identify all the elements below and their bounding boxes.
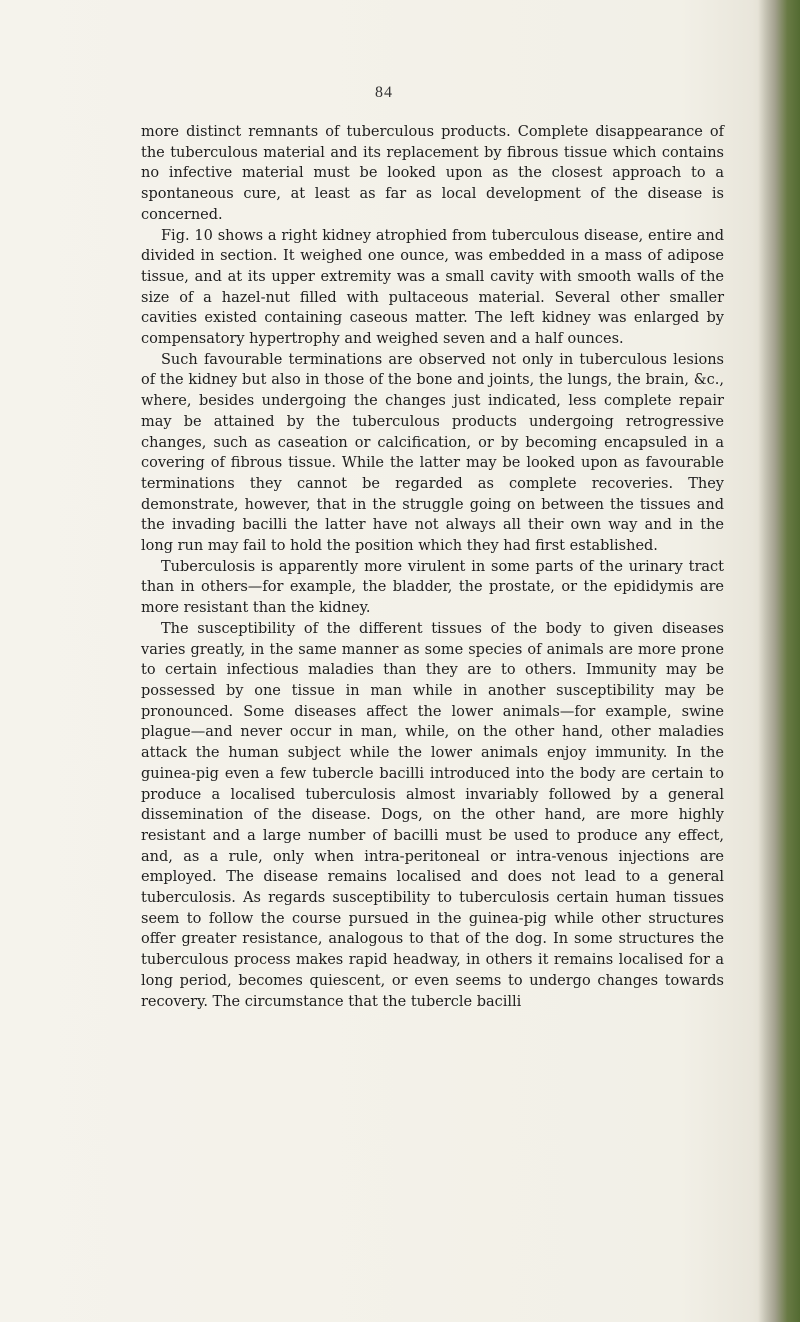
paragraph-susceptibility: The susceptibility of the different tissues of the body to given diseases varies greatly, in the same manner as some species of animals are more prone to certain infectious maladies than they are to others. Immunity may be possessed by one tissue in man while in another susceptibility may be pronounced. Some diseases affect the lower animals—for example, swine plague—and never occur in man, while, on the other hand, other maladies attack the human subject while the lower animals enjoy immunity. In the guinea-pig even a few tubercle bacilli introduced into the body are certain to produce a localised tuberculosis almost invariably followed by a general dissemination of the disease. Dogs, on the other hand, are more highly resistant and a large number of bacilli must be used to produce any effect, and, as a rule, only when intra-peritoneal or intra-venous injections are employed. The disease remains localised and does not lead to a general tuberculosis. As regards susceptibility to tuberculosis certain human tissues seem to follow the course pursued in the guinea-pig while other structures offer greater resistance, analogous to that of the dog. In some structures the tuberculous process makes rapid headway, in others it remains localised for a long period, becomes quiescent, or even seems to undergo changes towards recovery. The circumstance that the tubercle bacilli xyxy=(141,620,724,1010)
page-edge-shadow xyxy=(758,0,800,1322)
paragraph-fig-10: Fig. 10 shows a right kidney atrophied from tuberculous disease, entire and divided in section. It weighed one ounce, was embedded in a mass of adipose tissue, and at its upper extremity was a small cavity with smooth walls of the size of a hazel-nut filled with pultaceous material. Several other smaller cavities existed containing caseous matter. The left kidney was enlarged by compensatory hypertrophy and weighed seven and a half ounces. xyxy=(141,227,724,348)
body-text xyxy=(141,122,724,1012)
paragraph-urinary-tract: Tuberculosis is apparently more virulent in some parts of the urinary tract than in others—for example, the bladder, the prostate, or the epididymis are more resistant than the kidney. xyxy=(141,558,724,617)
paragraph-continuation: more distinct remnants of tuberculous products. Complete disappearance of the tuberculous material and its replacement by fibrous tissue which contains no infective material must be looked upon as the closest approach to a spontaneous cure, at least as far as local development of the disease is concerned. xyxy=(141,124,724,223)
page-number: 84 xyxy=(375,84,393,101)
paragraph-favourable-terminations: Such favourable terminations are observed not only in tuberculous lesions of the kidney but also in those of the bone and joints, the lungs, the brain, &c., where, besides undergoing the changes just indicated, less complete repair may be attained by the tuberculous products undergoing retrogressive changes, such as caseation or calcification, or by becoming encapsuled in a covering of fibrous tissue. While the latter may be looked upon as favourable terminations they cannot be regarded as complete recoveries. They demonstrate, however, that in the struggle going on between the tissues and the invading bacilli the latter have not always all their own way and in the long run may fail to hold the position which they had first established. xyxy=(141,351,724,555)
